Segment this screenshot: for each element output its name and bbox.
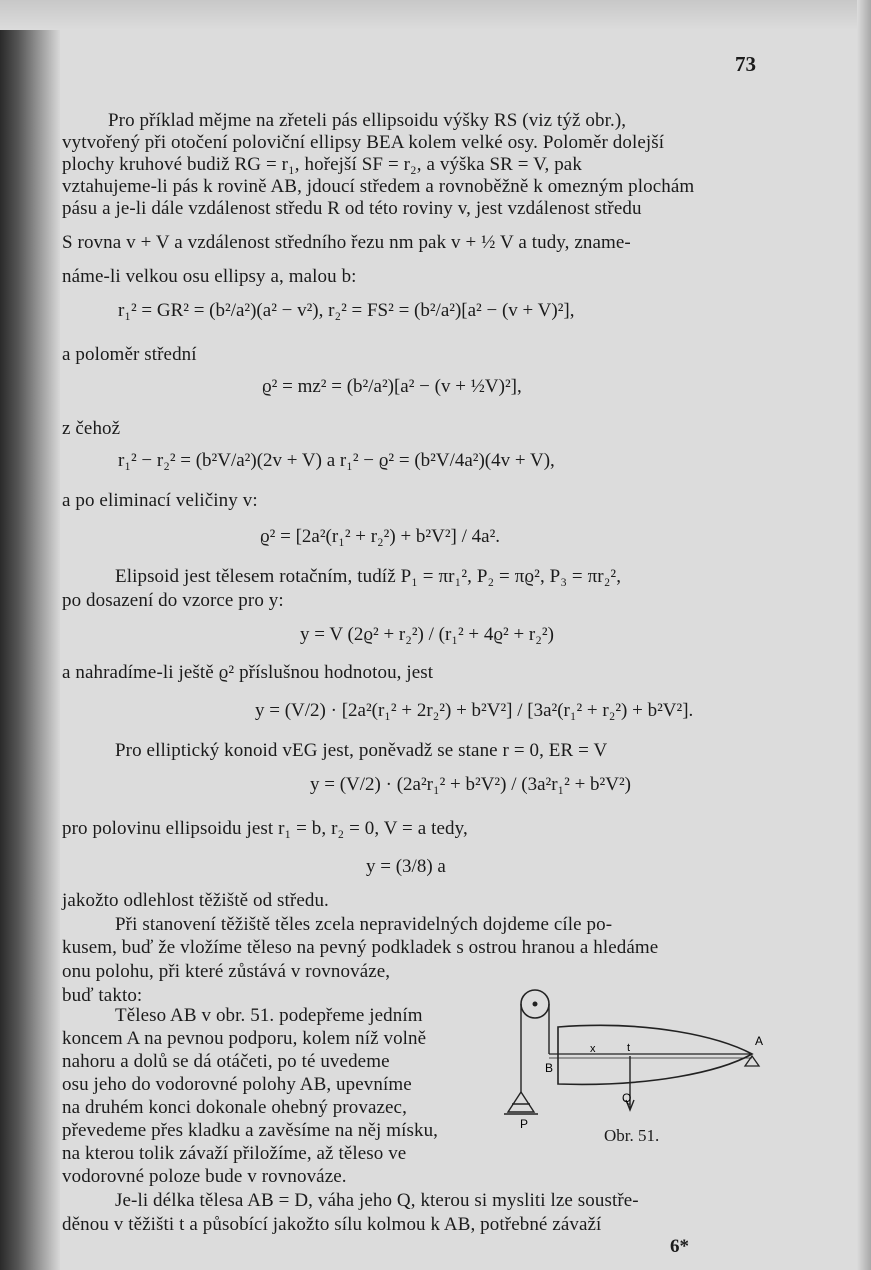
text-line-4: vztahujeme-li pás k rovině AB, jdoucí středem a rovnoběžně k omezným plochám [62, 176, 695, 197]
text-line-6: S rovna v + V a vzdálenost středního řezu nm pak v + ½ V a tudy, zname- [62, 232, 631, 253]
equation-3: r₁² − r₂² = (b²V/a²)(2v + V) a r₁² − ϱ² = (b²V/4a²)(4v + V), [118, 450, 555, 471]
equation-5: y = V (2ϱ² + r₂²) / (r₁² + 4ϱ² + r₂²) [300, 624, 554, 645]
equation-1: r₁² = GR² = (b²/a²)(a² − v²), r₂² = FS² = (b²/a²)[a² − (v + V)²], [118, 300, 575, 321]
equation-2: ϱ² = mz² = (b²/a²)[a² − (v + ½V)²], [262, 376, 522, 397]
text-line-5: pásu a je-li dále vzdálenost středu R od této roviny v, jest vzdálenost středu [62, 198, 642, 219]
text-line-30: děnou v těžišti t a působící jakožto sílu kolmou k AB, potřebné závaží [62, 1214, 602, 1235]
text-line-21: Těleso AB v obr. 51. podepřeme jedním [115, 1005, 423, 1026]
text-line-27: na kterou tolik závaží přiložíme, až těleso ve [62, 1143, 407, 1164]
text-line-25: na druhém konci dokonale ohebný provazec, [62, 1097, 407, 1118]
text-line-9: z čehož [62, 418, 121, 439]
text-line-26: převedeme přes kladku a zavěsíme na něj mísku, [62, 1120, 439, 1141]
scale-pan-icon [508, 1092, 534, 1112]
text-line-1: Pro příklad mějme na zřeteli pás ellipsoidu výšky RS (viz týž obr.), [108, 110, 627, 131]
text-line-7: náme-li velkou osu ellipsy a, malou b: [62, 266, 357, 287]
body-ab-outline [558, 1025, 752, 1084]
figure-caption: Obr. 51. [604, 1126, 660, 1145]
support-a-icon [745, 1056, 759, 1066]
text-line-17: Při stanovení těžiště těles zcela nepravidelných dojdeme cíle po- [115, 914, 613, 935]
equation-7: y = (V/2) · (2a²r₁² + b²V²) / (3a²r₁² + b²V²) [310, 774, 631, 795]
pulley-axle [533, 1002, 538, 1007]
text-line-20: buď takto: [62, 985, 143, 1006]
equation-4: ϱ² = [2a²(r₁² + r₂²) + b²V²] / 4a². [260, 526, 501, 547]
label-q: Q [622, 1091, 632, 1105]
text-line-12: po dosazení do vzorce pro y: [62, 590, 284, 611]
equation-6: y = (V/2) · [2a²(r₁² + 2r₂²) + b²V²] / [3a²(r₁² + r₂²) + b²V²]. [255, 700, 694, 721]
label-t: t [627, 1042, 631, 1054]
signature-mark: 6* [670, 1236, 689, 1257]
label-x: x [590, 1043, 596, 1055]
text-line-18: kusem, buď že vložíme těleso na pevný podkladek s ostrou hranou a hledáme [62, 937, 659, 958]
text-line-10: a po eliminací veličiny v: [62, 490, 258, 511]
text-line-3: plochy kruhové budiž RG = r₁, hořejší SF = r₂, a výška SR = V, pak [62, 154, 582, 175]
text-line-15: pro polovinu ellipsoidu jest r₁ = b, r₂ = 0, V = a tedy, [62, 818, 468, 839]
text-line-22: koncem A na pevnou podporu, kolem níž volně [62, 1028, 427, 1049]
top-shade [0, 0, 871, 30]
text-line-16: jakožto odlehlost těžiště od středu. [62, 890, 329, 911]
book-gutter-shadow [0, 0, 60, 1270]
text-line-8: a poloměr střední [62, 344, 197, 365]
equation-8: y = (3/8) a [366, 856, 446, 877]
label-p: P [520, 1117, 529, 1131]
text-line-24: osu jeho do vodorovné polohy AB, upevníme [62, 1074, 412, 1095]
right-edge-shade [857, 0, 871, 1270]
text-line-2: vytvořený při otočení poloviční ellipsy BEA kolem velké osy. Poloměr dolejší [62, 132, 665, 153]
page-number: 73 [735, 52, 756, 76]
label-b: B [545, 1061, 554, 1075]
text-line-13: a nahradíme-li ještě ϱ² příslušnou hodnotou, jest [62, 662, 434, 683]
text-line-28: vodorovné poloze bude v rovnováze. [62, 1166, 347, 1187]
text-line-11: Elipsoid jest tělesem rotačním, tudíž P₁ = πr₁², P₂ = πϱ², P₃ = πr₂², [115, 566, 622, 587]
text-line-23: nahoru a dolů se dá otáčeti, po té uvedeme [62, 1051, 390, 1072]
text-line-29: Je-li délka tělesa AB = D, váha jeho Q, kterou si mysliti lze soustře- [115, 1190, 639, 1211]
text-line-19: onu polohu, při které zůstává v rovnováze, [62, 961, 391, 982]
text-line-14: Pro elliptický konoid vEG jest, poněvadž se stane r = 0, ER = V [115, 740, 608, 761]
label-a: A [755, 1034, 764, 1048]
